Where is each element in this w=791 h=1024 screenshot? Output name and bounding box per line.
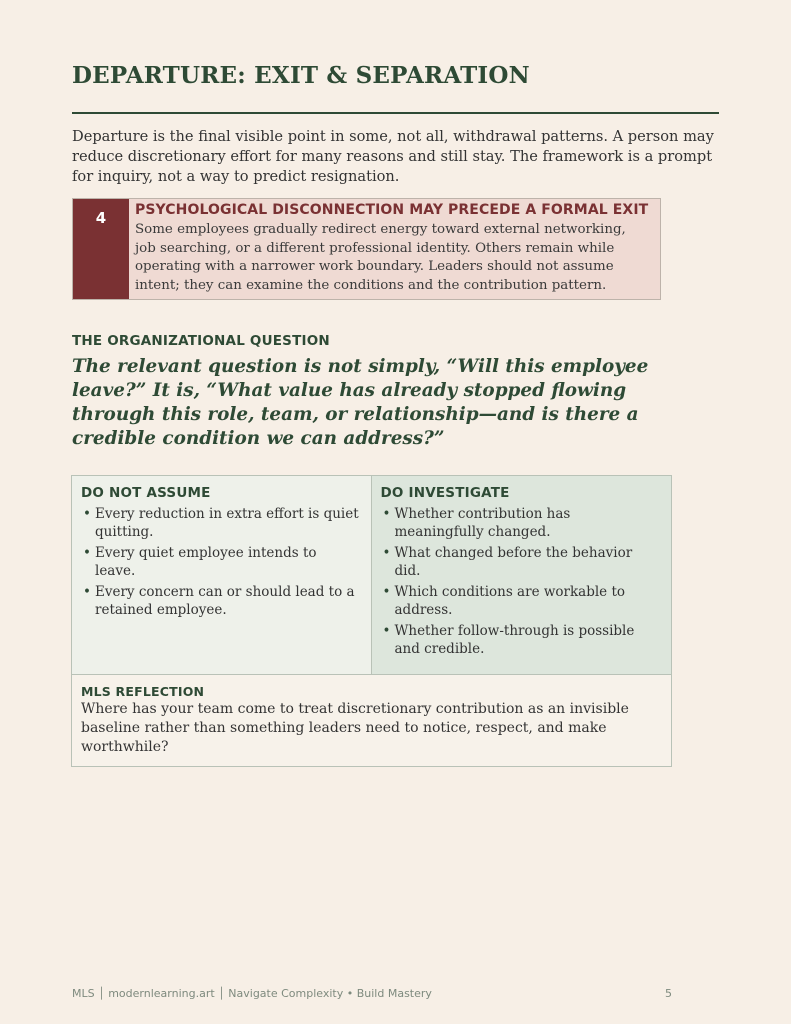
- footer-text: MLS │ modernlearning.art │ Navigate Complexity • Build Mastery: [72, 987, 432, 1000]
- list-item: [381, 545, 662, 580]
- list-item-text: Whether follow-through is possible and credible.: [394, 623, 635, 657]
- list-item-text: Whether contribution has meaningfully changed.: [394, 506, 571, 540]
- page-number: 5: [665, 987, 672, 1000]
- do-investigate-column: [372, 476, 672, 674]
- callout-number: 4: [73, 199, 129, 299]
- bullet-icon: •: [83, 584, 91, 600]
- callout-body: [129, 199, 660, 299]
- list-item: [381, 584, 662, 619]
- list-item-text: Every reduction in extra effort is quiet quitting.: [95, 506, 359, 540]
- bullet-icon: •: [83, 545, 91, 561]
- bullet-icon: •: [382, 623, 391, 639]
- list-item: [381, 623, 662, 658]
- intro-paragraph: Departure is the final visible point in some, not all, withdrawal patterns. A person may reduce discretionary effort for many reasons and still stay. The framework is a prompt for inquiry, not a way to predict resignation.: [72, 128, 714, 185]
- comparison-row: [72, 476, 671, 674]
- do-not-assume-heading: DO NOT ASSUME: [81, 485, 211, 501]
- callout-text: Some employees gradually redirect energy toward external networking, job searching, or a different professional identity. Others remain while operating with a narrower work boundary. Leaders should not assume intent; they can examine the conditions and the contribution pattern.: [135, 222, 626, 293]
- section-label: THE ORGANIZATIONAL QUESTION: [72, 333, 330, 349]
- page-title: DEPARTURE: EXIT & SEPARATION: [72, 62, 530, 89]
- reflection-text: Where has your team come to treat discretionary contribution as an invisible baseline rather than something leaders need to notice, respect, and make worthwhile?: [81, 701, 629, 755]
- list-item: [81, 545, 361, 580]
- bullet-icon: •: [382, 584, 391, 600]
- callout-title: PSYCHOLOGICAL DISCONNECTION MAY PRECEDE A FORMAL EXIT: [135, 202, 649, 218]
- list-item: [381, 506, 662, 541]
- bullet-icon: •: [382, 545, 391, 561]
- reflection-heading: MLS REFLECTION: [81, 684, 205, 699]
- list-item: [81, 506, 361, 541]
- list-item-text: Every concern can or should lead to a retained employee.: [95, 584, 355, 618]
- do-investigate-list: [381, 506, 662, 658]
- comparison-table: [71, 475, 672, 767]
- list-item-text: What changed before the behavior did.: [394, 545, 633, 579]
- list-item-text: Every quiet employee intends to leave.: [95, 545, 317, 579]
- do-not-assume-list: [81, 506, 361, 619]
- list-item-text: Which conditions are workable to address.: [394, 584, 626, 618]
- organizational-question-quote: The relevant question is not simply, “Will this employee leave?” It is, “What value has already stopped flowing through this role, team, or relationship—and is there a credible condition we can address?”: [72, 356, 649, 449]
- title-divider: [72, 112, 719, 114]
- mls-reflection: [72, 674, 671, 766]
- bullet-icon: •: [83, 506, 91, 522]
- bullet-icon: •: [382, 506, 391, 522]
- list-item: [81, 584, 361, 619]
- do-investigate-heading: DO INVESTIGATE: [380, 485, 510, 501]
- do-not-assume-column: [72, 476, 372, 674]
- callout-box: [72, 198, 661, 300]
